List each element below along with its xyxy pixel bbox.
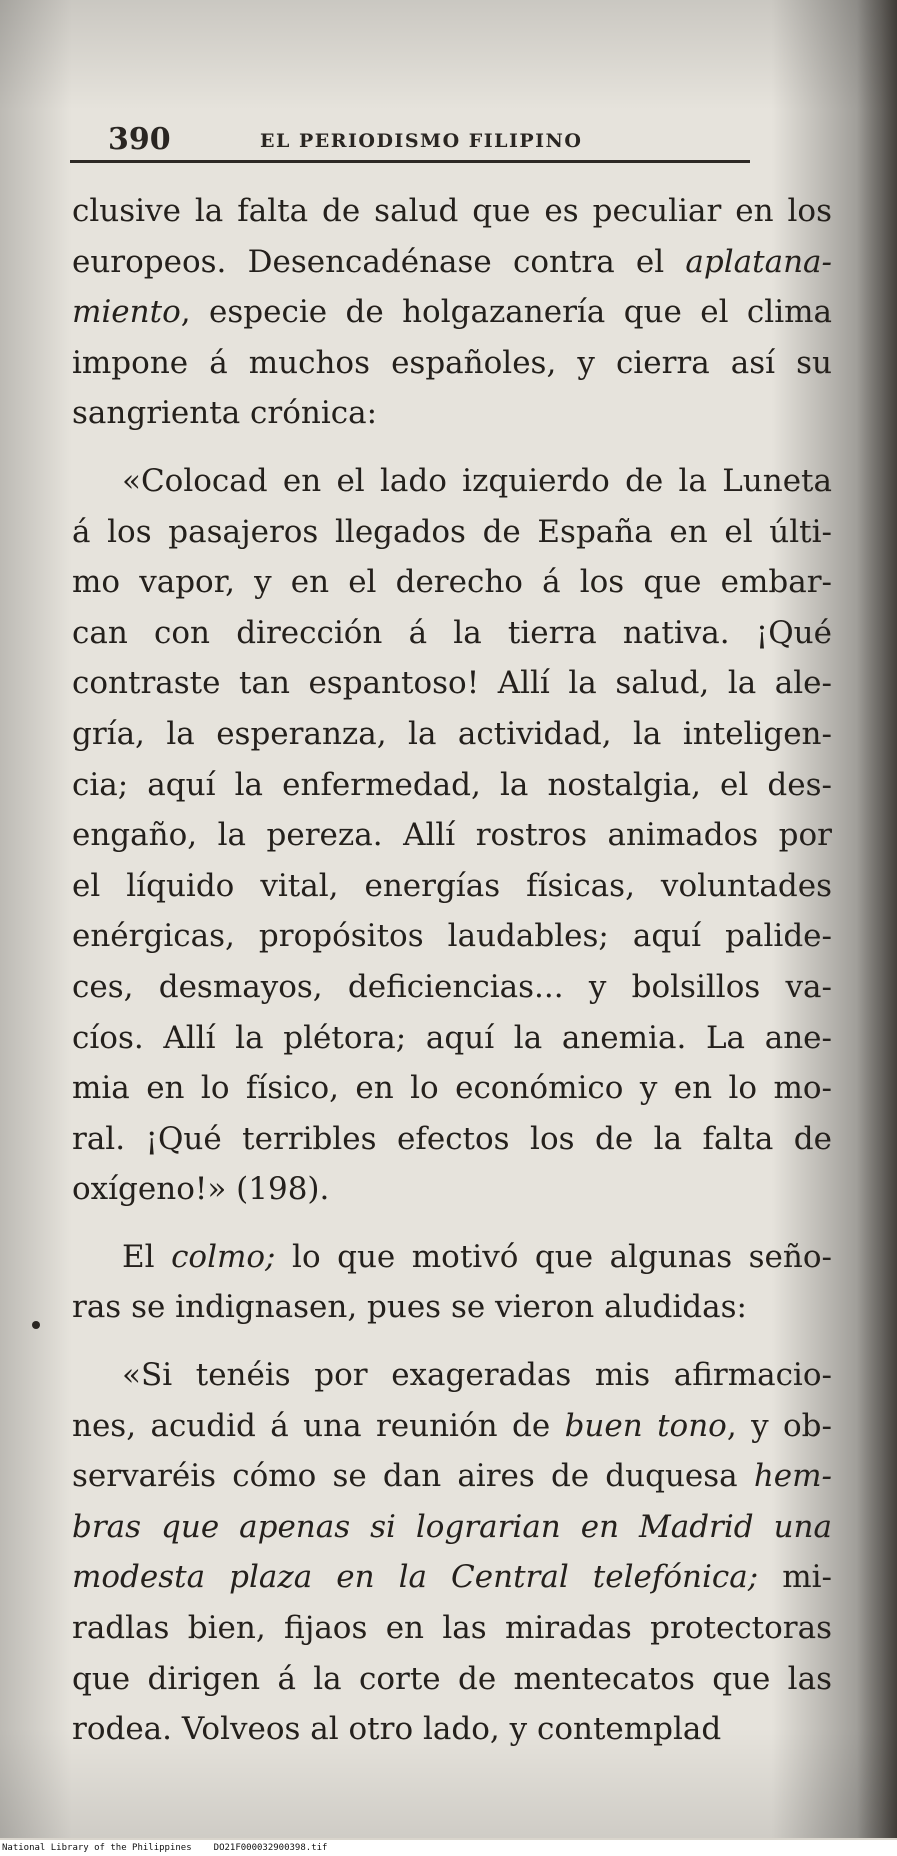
text-line: nes, acudid á una reunión de buen tono, y ob- <box>72 1407 832 1444</box>
footer-file: DO21F000032900398.tif <box>213 1843 328 1853</box>
text-line: modesta plaza en la Central telefónica; mi- <box>72 1559 832 1596</box>
text-line: oxígeno!» (198). <box>72 1171 330 1208</box>
text-line: radlas bien, fijaos en las miradas protectoras <box>72 1610 832 1647</box>
text-line: El colmo; lo que motivó que algunas seño- <box>122 1238 832 1275</box>
text-line: impone á muchos españoles, y cierra así su <box>72 344 832 381</box>
text-line: ral. ¡Qué terribles efectos los de la falta de <box>72 1120 832 1157</box>
text-line: cíos. Allí la plétora; aquí la anemia. La ane- <box>72 1019 832 1056</box>
text-line: clusive la falta de salud que es peculiar en los <box>72 193 832 229</box>
text-line: engaño, la pereza. Allí rostros animados por <box>72 817 832 854</box>
running-head-title: EL PERIODISMO FILIPINO <box>260 130 583 152</box>
running-head <box>104 118 744 158</box>
spine-shadow <box>857 0 897 1838</box>
text-line: que dirigen á la corte de mentecatos que las <box>72 1660 832 1697</box>
paragraph <box>72 1232 832 1333</box>
text-line: sangrienta crónica: <box>72 395 378 432</box>
text-line: ras se indignasen, pues se vieron aludidas: <box>72 1289 747 1326</box>
text-line: cia; aquí la enfermedad, la nostalgia, el des- <box>72 766 832 803</box>
text-line: mo vapor, y en el derecho á los que embar- <box>72 564 832 601</box>
text-line: mia en lo físico, en lo económico y en lo mo- <box>72 1070 832 1107</box>
text-line: «Colocad en el lado izquierdo de la Luneta <box>122 462 832 499</box>
page-number: 390 <box>108 122 171 157</box>
paragraph <box>72 186 832 439</box>
text-line: europeos. Desencadénase contra el aplatana- <box>72 243 832 280</box>
text-line: ces, desmayos, deficiencias... y bolsillos va- <box>72 968 832 1005</box>
text-line: enérgicas, propósitos laudables; aquí palide- <box>72 918 832 955</box>
text-line: bras que apenas si lograrian en Madrid una <box>72 1508 832 1545</box>
margin-mark <box>32 1321 40 1329</box>
header-rule <box>70 160 750 163</box>
paragraph <box>72 456 832 1215</box>
text-line: «Si tenéis por exageradas mis afirmacio- <box>122 1357 832 1394</box>
text-line: el líquido vital, energías físicas, voluntades <box>72 867 832 904</box>
text-line: servaréis cómo se dan aires de duquesa hem- <box>72 1458 832 1495</box>
text-line: contraste tan espantoso! Allí la salud, la ale- <box>72 665 832 702</box>
footer-library: National Library of the Philippines <box>2 1843 192 1853</box>
body-text <box>72 186 832 1755</box>
paragraph <box>72 1350 832 1755</box>
text-line: can con dirección á la tierra nativa. ¡Qué <box>72 614 832 651</box>
scan-footer <box>0 1840 897 1856</box>
text-line: rodea. Volveos al otro lado, y contemplad <box>72 1711 722 1748</box>
text-line: miento, especie de holgazanería que el clima <box>72 294 832 331</box>
text-line: gría, la esperanza, la actividad, la inteligen- <box>72 715 832 752</box>
text-line: á los pasajeros llegados de España en el últi- <box>72 513 832 550</box>
